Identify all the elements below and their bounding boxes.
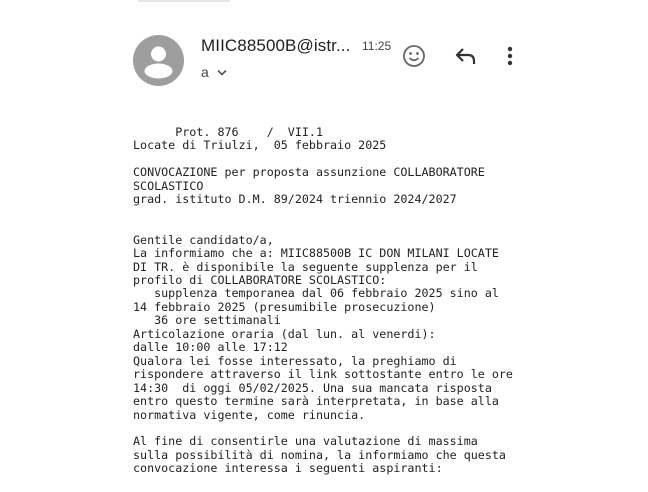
scroll-indicator <box>138 0 230 2</box>
message-time: 11:25 <box>362 39 392 53</box>
avatar-icon <box>133 35 184 86</box>
message-body: Prot. 876 / VII.1 Locate di Triulzi, 05 febbraio 2025 CONVOCAZIONE per proposta assunzione COLLABORATORE SCOLASTICO grad. istituto D.M. 89/2024 triennio 2024/2027 Gentile candidato/a, La informiamo che a: MIIC88500B IC DON MILANI LOCATE DI TR. è disponibile la seguente supplenza per il profilo di COLLABORATORE SCOLASTICO: supplenza temporanea dal 06 febbraio 2025 sino al 14 febbraio 2025 (presumibile prosecuzione) 36 ore settimanali Articolazione oraria (dal lun. al venerdi): dalle 10:00 alle 17:12 Qualora lei fosse interessato, la preghiamo di rispondere attraverso il link sottostante entro le ore 14:30 di oggi 05/02/2025. Una sua mancata risposta entro questo termine sarà interpretata, in base alla normativa vigente, come rinuncia. Al fine di consentirle una valutazione di massima sulla possibilità di nomina, la informiamo che questa convocazione interessa i seguenti aspiranti: <box>133 125 513 476</box>
more-vert-icon <box>507 46 513 66</box>
emoji-react-icon <box>402 44 426 68</box>
reply-button[interactable] <box>453 44 479 68</box>
recipient-details-toggle[interactable] <box>201 64 227 80</box>
chevron-down-icon <box>217 69 227 76</box>
sender-name[interactable]: MIIC88500B@istr... <box>201 36 351 55</box>
emoji-react-button[interactable] <box>401 43 427 69</box>
sender-avatar[interactable] <box>133 35 184 86</box>
more-options-button[interactable] <box>500 43 520 69</box>
reply-icon <box>455 47 477 65</box>
recipient-label: a <box>201 64 209 80</box>
